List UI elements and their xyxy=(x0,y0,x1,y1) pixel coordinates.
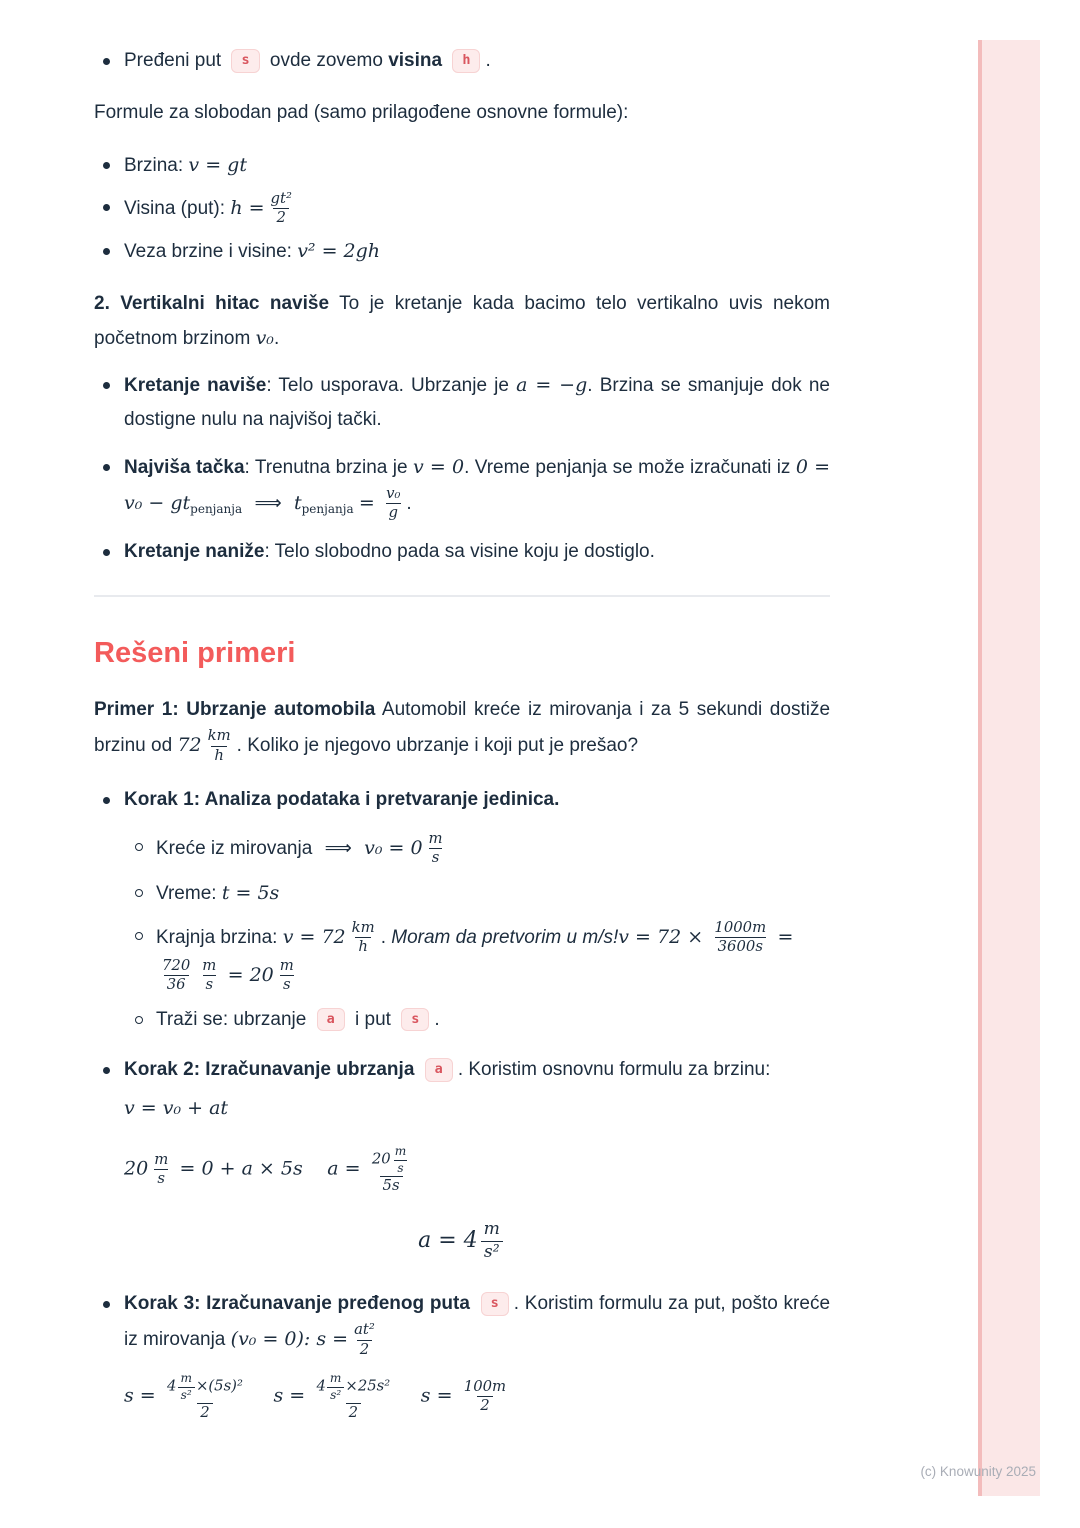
denominator: s xyxy=(154,1169,168,1189)
formula-brzina xyxy=(94,148,830,183)
numerator: 100m xyxy=(463,1377,507,1395)
fraction xyxy=(481,1219,503,1263)
denominator: s² xyxy=(178,1387,195,1403)
bullet-korak3 xyxy=(94,1287,830,1359)
math-expression: = xyxy=(358,491,375,514)
bullet-korak2 xyxy=(94,1053,830,1126)
formula-visina xyxy=(94,190,830,228)
section-divider xyxy=(94,595,830,597)
page-edge-stripe-line xyxy=(978,40,982,1496)
text-run: Pređeni put xyxy=(124,50,222,71)
math-expression: h = xyxy=(230,196,265,219)
formula-veza xyxy=(94,234,830,269)
text-run: . xyxy=(273,327,280,349)
denominator: 36 xyxy=(164,975,189,995)
numerator: 1000m xyxy=(714,918,767,936)
text-run: To je kretanje kada bacimo telo vertikalno uvis nekom početnom brzinom xyxy=(94,292,830,349)
bullet-kretanje-nanize xyxy=(94,535,830,569)
math-expression: v₀ xyxy=(255,326,274,349)
text-run: . Koliko je njegovo ubrzanje i koji put je prešao? xyxy=(236,735,639,757)
math-expression: t = 5s xyxy=(221,881,280,904)
text-run: 4 xyxy=(167,1378,177,1396)
text-run: Automobil kreće iz mirovanja i za 5 sekundi dostiže brzinu od xyxy=(94,699,831,757)
math-expression: = 20 xyxy=(227,963,274,986)
text-run: ovde zovemo xyxy=(269,50,383,71)
conversion-continued-line xyxy=(156,957,830,995)
examples-heading: Rešeni primeri xyxy=(94,636,296,669)
italic-note: Moram da pretvorim u m/s! xyxy=(391,926,619,948)
primer1-paragraph xyxy=(94,693,830,765)
denominator: 2 xyxy=(477,1396,492,1416)
fraction xyxy=(426,830,446,868)
fraction xyxy=(177,1371,195,1402)
section2-paragraph xyxy=(94,287,830,356)
code-badge-s: s xyxy=(401,1008,429,1032)
numerator: at² xyxy=(354,1321,375,1339)
numerator: km xyxy=(207,727,231,745)
bullet-kretanje-navise xyxy=(94,368,830,437)
text-run: . xyxy=(434,1008,440,1030)
bold-text: Kretanje naniže xyxy=(124,540,265,562)
math-expression: 72 xyxy=(177,734,202,757)
numerator: m xyxy=(329,1371,342,1386)
numerator: km xyxy=(351,918,375,936)
primer1-title: Primer 1: Ubrzanje automobila xyxy=(94,699,376,721)
denominator: 2 xyxy=(197,1403,212,1423)
text-run: : Telo slobodno pada sa visine koju je dostiglo. xyxy=(264,540,655,562)
korak2-result-line xyxy=(94,1219,830,1263)
math-expression: v = 72 × xyxy=(618,925,704,948)
text-run: Kreće iz mirovanja xyxy=(156,837,313,859)
fraction xyxy=(392,1144,410,1175)
math-expression: s = xyxy=(124,1384,156,1407)
intro-paragraph: Formule za slobodan pad (samo prilagođene osnovne formule): xyxy=(94,102,629,124)
numerator: v₀ xyxy=(386,484,401,502)
math-expression: a = −g xyxy=(516,374,588,397)
math-expression: (v₀ = 0): s = xyxy=(230,1328,349,1351)
math-expression: 20 xyxy=(124,1157,149,1180)
numerator: m xyxy=(483,1219,500,1240)
numerator: m xyxy=(154,1150,169,1168)
fraction xyxy=(205,727,234,765)
code-badge-a: a xyxy=(317,1008,345,1032)
math-expression: v = gt xyxy=(188,154,247,177)
denominator: g xyxy=(386,503,401,523)
bold-text: visina xyxy=(388,50,443,71)
fraction xyxy=(369,1144,413,1195)
denominator: s xyxy=(394,1160,406,1176)
denominator: s xyxy=(280,975,294,995)
code-badge-a: a xyxy=(425,1058,453,1082)
fraction xyxy=(199,957,219,995)
math-expression: s = xyxy=(273,1384,306,1407)
text-run: . Koristim formulu za put, pošto kreće iz mirovanja xyxy=(124,1293,831,1351)
korak1-sublist xyxy=(126,830,830,1037)
text-run: . xyxy=(485,50,491,71)
implies-arrow-icon: ⟹ xyxy=(324,836,352,859)
korak1-title: Korak 1: Analiza podataka i pretvaranje jedinica. xyxy=(124,789,560,811)
text-run: . Vreme penjanja se može izračunati iz xyxy=(464,456,791,478)
text-run: 20 xyxy=(371,1151,391,1169)
text-run: 4 xyxy=(316,1378,326,1396)
fraction xyxy=(151,1151,171,1189)
sub-bullet-trazi-se xyxy=(126,1003,830,1037)
intro-bullet xyxy=(94,44,830,78)
fraction xyxy=(277,957,297,995)
formula-v-v0-at xyxy=(124,1091,830,1126)
text-run: Krajnja brzina: xyxy=(156,926,278,948)
math-expression: a = xyxy=(327,1157,361,1180)
math-expression: 0 = v₀ − gt xyxy=(124,455,830,514)
text-run: Vreme: xyxy=(156,882,217,904)
numerator: 720 xyxy=(162,956,191,974)
copyright-footer: (c) Knowunity 2025 xyxy=(920,1463,1036,1479)
fraction xyxy=(461,1378,509,1416)
denominator: h xyxy=(355,937,371,957)
code-badge-s: s xyxy=(481,1292,509,1316)
text-run: . xyxy=(380,926,386,948)
fraction xyxy=(349,919,378,957)
sub-bullet-krajnja-brzina xyxy=(126,919,830,995)
text-run: Traži se: ubrzanje xyxy=(156,1008,307,1030)
numerator: m xyxy=(202,956,217,974)
bullet-najvisa-tacka xyxy=(94,450,830,523)
korak3-title: Korak 3: Izračunavanje pređenog puta xyxy=(124,1293,470,1315)
text-run: Brzina: xyxy=(124,155,184,177)
subscript-penjanja: penjanja xyxy=(190,501,243,516)
math-expression: v = 0 xyxy=(412,455,465,478)
denominator: s xyxy=(429,848,443,868)
math-expression: = 0 + a × 5s xyxy=(179,1157,303,1180)
math-expression: v = 72 xyxy=(282,925,346,948)
denominator: 3600s xyxy=(715,937,766,957)
korak2-calculation-line xyxy=(124,1144,830,1195)
text-run: i put xyxy=(355,1008,391,1030)
numerator: m xyxy=(394,1144,407,1159)
numerator xyxy=(164,1371,246,1402)
denominator: 2 xyxy=(273,208,288,228)
numerator: gt² xyxy=(270,189,292,207)
code-badge-s: s xyxy=(231,49,259,73)
math-expression: t xyxy=(293,491,302,514)
korak3-calculation-line xyxy=(124,1371,830,1422)
fraction xyxy=(351,1321,378,1359)
text-run: . Brzina se smanjuje dok ne dostigne nulu na najvišoj tački. xyxy=(124,375,830,431)
fraction xyxy=(711,919,769,957)
text-run: Visina (put): xyxy=(124,197,226,219)
document-content xyxy=(94,0,830,1422)
text-run: . xyxy=(406,492,412,514)
sub-bullet-mirovanje xyxy=(126,830,830,868)
section2-title: 2. Vertikalni hitac naviše xyxy=(94,292,330,314)
denominator: 2 xyxy=(346,1403,361,1423)
denominator: 2 xyxy=(357,1340,372,1360)
subscript-penjanja: penjanja xyxy=(301,501,354,516)
denominator: s² xyxy=(327,1387,344,1403)
bold-text: Najviša tačka xyxy=(124,456,245,478)
math-expression: v₀ = 0 xyxy=(364,836,423,859)
text-run: . Koristim osnovnu formulu za brzinu: xyxy=(457,1059,771,1081)
numerator: m xyxy=(428,829,443,847)
page-edge-stripe xyxy=(978,40,1040,1496)
fraction xyxy=(159,957,193,995)
math-expression: s = xyxy=(420,1384,453,1407)
denominator: s² xyxy=(481,1241,503,1263)
fraction xyxy=(164,1371,246,1422)
math-expression: = xyxy=(777,925,794,948)
fraction xyxy=(327,1371,345,1402)
sub-bullet-vreme xyxy=(126,876,830,911)
denominator: 5s xyxy=(380,1176,403,1196)
text-run: : Telo usporava. Ubrzanje je xyxy=(266,375,509,397)
bold-text: Kretanje naviše xyxy=(124,375,267,397)
numerator xyxy=(369,1144,413,1175)
text-run: : Trenutna brzina je xyxy=(244,456,408,478)
math-expression: a = 4 xyxy=(418,1228,478,1254)
denominator: h xyxy=(211,746,227,766)
numerator: m xyxy=(279,956,294,974)
code-badge-h: h xyxy=(452,49,480,73)
text-run: ×25s² xyxy=(345,1378,391,1396)
numerator: m xyxy=(180,1371,192,1386)
implies-arrow-icon: ⟹ xyxy=(254,491,282,514)
bullet-korak1 xyxy=(94,783,830,817)
korak2-title: Korak 2: Izračunavanje ubrzanja xyxy=(124,1059,415,1081)
fraction xyxy=(313,1371,393,1422)
math-expression: v = v₀ + at xyxy=(124,1097,229,1120)
text-run: ×(5s)² xyxy=(195,1378,243,1396)
math-expression: v² = 2gh xyxy=(297,239,381,262)
denominator: s xyxy=(203,975,217,995)
text-run: Veza brzine i visine: xyxy=(124,240,292,262)
fraction xyxy=(268,190,295,228)
fraction xyxy=(383,485,403,523)
numerator xyxy=(313,1371,393,1402)
